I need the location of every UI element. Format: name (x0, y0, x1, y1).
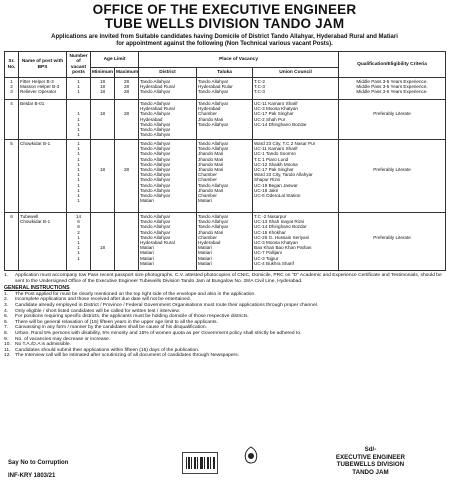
header-district: District (139, 68, 197, 78)
intro-line-1: Applications are invited from Suitable candidates having Domicile of District Tando Allahyar, Hyderabad Rural and Matiari (51, 34, 398, 40)
cell-uc: T.C -2 Nasarpur UC-13 Shah Inayat Rizvi UC-14 Dhinghano Bozdar UC-15 Khokhar UC-26 G. Hussain Seriyani UC-3 Moosa Khatyan Bao Khan Bao Khan Pathan UC-7 Pallijani UC-3 Tajpur UC-4 Bukhra Sharif (253, 213, 339, 271)
cell-vac: 1 1 1 (67, 78, 91, 100)
cell-uc: UC-11 Kamaro Sharif UC-3 Moosa Khatyan UC-17 Pak Singhar UC-2 Shah Pur UC-14 Dhinghano Bozdar (253, 100, 339, 140)
cell-min: 18 (91, 213, 115, 271)
cell-sr: 1 2 3 (5, 78, 19, 100)
signature-block (336, 446, 405, 476)
header-age-limit: Age Limit (91, 52, 139, 68)
table-row (5, 78, 446, 100)
table-row (5, 213, 446, 271)
cell-district: Tando Allahyar Tando Allahyar Tando Allahyar Tando Allahyar Tando Allahyar Tando Allahyar Tando Allahyar Tando Allahyar Tando Allahyar Tando Allahyar Tando Allahyar Matiari (139, 140, 197, 213)
instruction-item: 3. Candidate already employed in District / Province / Federal Government Organisations must route their applications through proper channel. (4, 302, 319, 308)
instruction-item: 2. Incomplete Applications and those received after due date will not be entertained. (4, 297, 191, 303)
cell-min: 18 (91, 100, 115, 140)
header-vacant: Number of vacant posts (67, 52, 91, 78)
intro-text (4, 34, 445, 48)
cell-taluka: Tando Allahyar Tando Allahyar Tando Allahyar Jhando Mari Chamber Hyderabad Matiari Matiari Matiari Matiari (197, 213, 253, 271)
header-place: Place of Vacancy (139, 52, 339, 68)
vacancy-table (4, 51, 446, 271)
signature-line-1: EXECUTIVE ENGINEER (335, 453, 405, 461)
cell-taluka: Tando Allahyar Tando Allahyar Jhando Mari Jhando Mari Jhando Mari Jhando Mari Chamber Chamber Tando Allahyar Jhando Mari Chamber Matiari (197, 140, 253, 213)
intro-line-2: for appointment against the following (Non Technical various vacant Posts). (116, 41, 333, 47)
cell-qual: Preferably Literate (339, 140, 446, 213)
cell-uc: T.C-2 T.C-3 T.C-3 (253, 78, 339, 100)
general-instructions-heading: GENERAL INSTRUCTIONS (4, 285, 70, 292)
footer (4, 446, 445, 486)
office-title: OFFICE OF THE EXECUTIVE ENGINEER (92, 2, 357, 17)
cell-qual: Middle Pass 3-5 Years Experience. Middle Pass 3-5 Years Experience. Middle Pass 3-5 Years Experience. (339, 78, 446, 100)
cell-min: 18 18 18 (91, 78, 115, 100)
cell-vac: 14 6 6 2 1 1 1 1 1 (67, 213, 91, 271)
cell-taluka: Tando Allahyar Hyderabad Rular Tando Allahyar (197, 78, 253, 100)
cell-sr: 4 (5, 100, 19, 140)
cell-vac: 1 1 1 1 1 (67, 100, 91, 140)
cell-taluka: Tando Allahyar Hyderabad Chamber Jhando Mari Tando Allahyar (197, 100, 253, 140)
cell-name: Beldar B-01 (19, 100, 67, 140)
header-union-council: Union Council (253, 68, 339, 78)
cell-sr: 6 (5, 213, 19, 271)
header-taluka: Taluka (197, 68, 253, 78)
cell-district: Tando Allahyar Hyderabad Rural Tando Allahyar (139, 78, 197, 100)
table-row (5, 100, 446, 140)
instruction-item: 9. No. of vacancies may decrease or increase. (4, 336, 111, 342)
header-minimum: Minimum (91, 68, 115, 78)
cell-district: Tando Allahyar Hyderabad Rural Tando Allahyar Hyderabad Tando Allahyar Tando Allahyar Tando Allahyar (139, 100, 197, 140)
cell-name: Fitter Helper B-3 Masson Helper B-3 Reliever Operator (19, 78, 67, 100)
cell-max (115, 213, 139, 271)
emblem-icon (242, 446, 260, 466)
say-no-to-corruption: Say No to Corruption (8, 460, 69, 466)
note-1: 1. Application must accompany tow Pass recent passport size photographs, C.V. attested photocopies of CNIC, Domicile, PRC on "D" Academic and Experience Certificate and Testimonials, should be sent to the Undersigned Office of the Executive Engineer Tubewells Division Tando Jam at Bungalow No. 28/A Civil Line, Hyderabad. (4, 273, 445, 284)
cell-name: Chowkidar B-1 (19, 140, 67, 213)
signature-sd: Sd/- (364, 446, 377, 453)
barcode-logo (182, 452, 218, 474)
cell-max: 28 (115, 100, 139, 140)
cell-vac: 1 1 1 1 1 1 1 1 1 1 1 1 (67, 140, 91, 213)
division-title: TUBE WELLS DIVISION TANDO JAM (104, 16, 345, 31)
cell-qual: Preferably Literate (339, 100, 446, 140)
instructions-list (4, 292, 445, 359)
cell-district: Tando Allahyar Tando Allahyar Tando Allahyar Tando Allahyar Tando Allahyar Hyderabad Rural Matiari Matiari Matiari Matiari (139, 213, 197, 271)
cell-uc: Ward 23 City, T.C 2 Nasar Pur UC-11 Kamaro Sharif UC-1 Tando Soomro T.C 1 Piaro Lund UC-12 Shaikh Moosa UC-17 Pak Singhar Ward 23 City, Tando Allahyar Shapur Rizvi UC-19 Began Jaswar UC-18 Jakri UC-6 OderoLal Station (253, 140, 339, 213)
instruction-item: 5. For positions requiring specific districts, the applicants must be holding domicile of those respective districts. (4, 314, 249, 320)
instruction-item: 12. The Interview call will be intimated after scrutinizing of all document of candidates through Newspapers. (4, 353, 239, 359)
header-post-name: Name of post with BPS (19, 52, 67, 78)
instruction-item: 10. No T.A./D.A is admissible. (4, 342, 71, 348)
signature-line-2: TUBEWELLS DIVISION (336, 461, 405, 468)
cell-name: Tubewell Chowkidar B-1 (19, 213, 67, 271)
header-maximum: Maximum (115, 68, 139, 78)
instruction-item: 1. The Post applied for must be clearly mentioned on the top right side of the envelope and also in the application. (4, 291, 256, 297)
header-qualification: Qualification/Eligibility Criteria (339, 52, 446, 78)
instruction-item: 7. Canvassing in any form / manner by the candidates shall be cause of his disqualification. (4, 325, 207, 331)
cell-qual: Preferably Literate (339, 213, 446, 271)
header-sr: Sr. No. (5, 52, 19, 78)
instruction-item: 4. Only eligible / short listed candidates will be called for written test / interview. (4, 308, 180, 314)
reference-number: INF-KRY 1803/21 (8, 473, 56, 479)
cell-sr: 5 (5, 140, 19, 213)
signature-line-3: TANDO JAM (352, 468, 389, 476)
instruction-item: 6. There will be general relaxation of (15) fifteen years in the upper age limit to all the applicants. (4, 319, 218, 325)
cell-min: 18 (91, 140, 115, 213)
table-row (5, 140, 446, 213)
note-1-text: Application must accompany tow Pass recent passport size photographs, C.V. attested photocopies of CNIC, Domicile, PRC on "D" Academic and Experience Certificate and Testimonials, should be sent to the Undersigned Office of the Executive Engineer Tubewells Division Tando Jam at Bungalow No. 28/A Civil Line, Hyderabad. (15, 273, 442, 284)
cell-max: 28 (115, 140, 139, 213)
cell-max: 28 28 28 (115, 78, 139, 100)
instruction-item: 8. Urban, Rural 5% persons with disability, 5% minority and 15% of women quota as per Government policy shall strictly be adhered to. (4, 330, 302, 336)
notes-section (4, 273, 445, 359)
instruction-item: 11. Candidates should submit their applications within fifteen (15) days of the publication. (4, 347, 200, 353)
